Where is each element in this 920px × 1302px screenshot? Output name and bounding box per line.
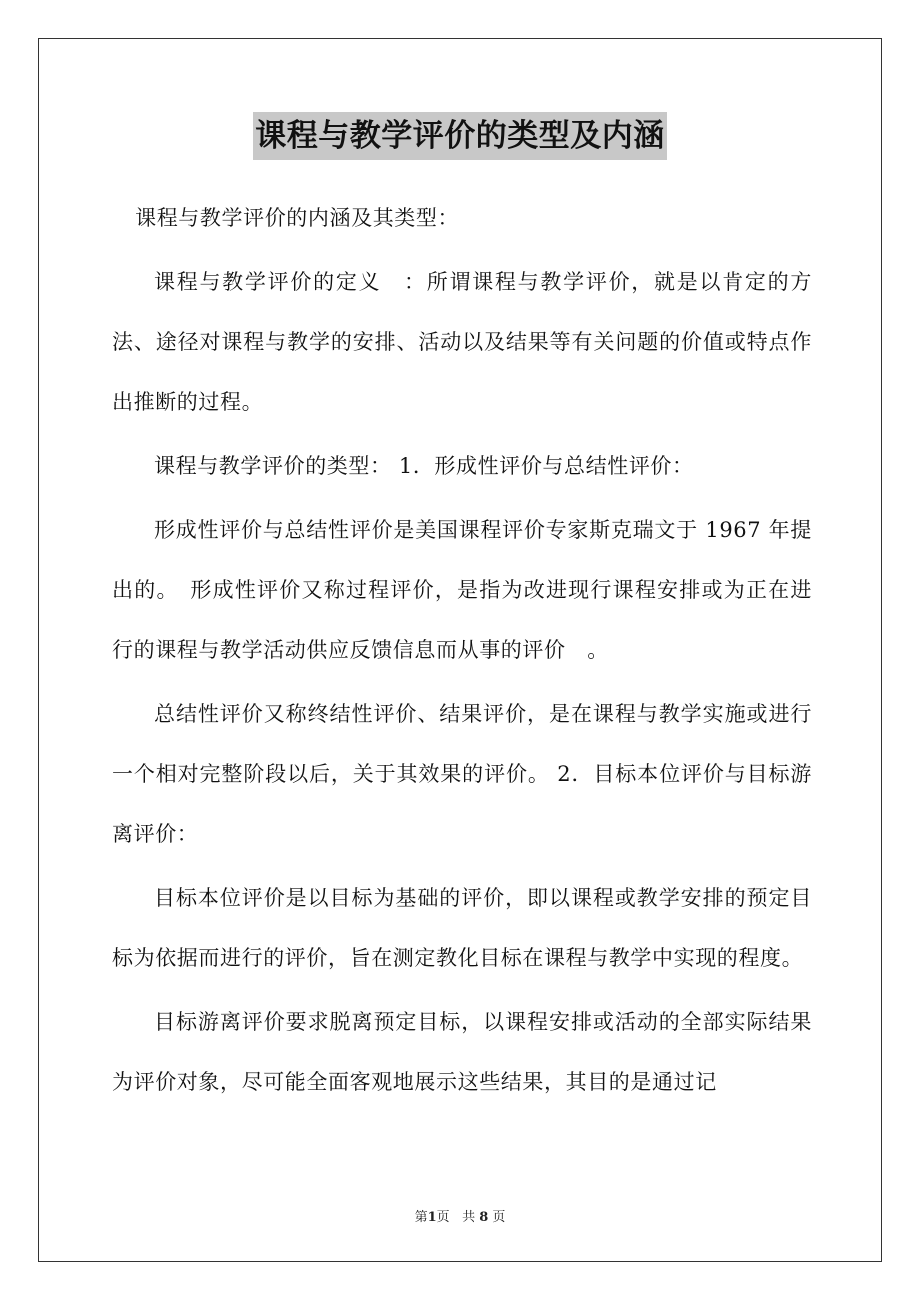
footer-total-prefix: 共 (462, 1210, 476, 1225)
paragraph-formative: 形成性评价与总结性评价是美国课程评价专家斯克瑞文于 1967 年提出的。 形成性评价又称过程评价，是指为改进现行课程安排或为正在进行的课程与教学活动供应反馈信息而从事的评价 。 (112, 518, 812, 662)
paragraph-goal-based: 目标本位评价是以目标为基础的评价，即以课程或教学安排的预定目标为依据而进行的评价，旨在测定教化目标在课程与教学中实现的程度。 (112, 886, 812, 970)
paragraph-types-heading: 课程与教学评价的类型： 1．形成性评价与总结性评价： (154, 454, 694, 478)
document-title: 课程与教学评价的类型及内涵 (253, 112, 667, 160)
paragraph-intro: 课程与教学评价的内涵及其类型： (135, 206, 460, 230)
paragraph-definition: 课程与教学评价的定义 ：所谓课程与教学评价，就是以肯定的方法、途径对课程与教学的安排、活动以及结果等有关问题的价值或特点作出推断的过程。 (112, 270, 812, 414)
paragraph-summative: 总结性评价又称终结性评价、结果评价，是在课程与教学实施或进行一个相对完整阶段以后，关于其效果的评价。 2．目标本位评价与目标游离评价： (112, 702, 812, 846)
footer-page-number: 1 (427, 1210, 437, 1225)
document-body (112, 188, 812, 1116)
paragraph-goal-free: 目标游离评价要求脱离预定目标，以课程安排或活动的全部实际结果为评价对象，尽可能全面客观地展示这些结果，其目的是通过记 (112, 1010, 812, 1094)
page-footer (0, 1206, 920, 1225)
footer-page-unit: 页 (436, 1210, 450, 1225)
title-container (0, 112, 920, 160)
footer-total-pages: 8 (479, 1210, 489, 1225)
footer-prefix: 第 (414, 1210, 428, 1225)
footer-total-unit: 页 (492, 1210, 506, 1225)
